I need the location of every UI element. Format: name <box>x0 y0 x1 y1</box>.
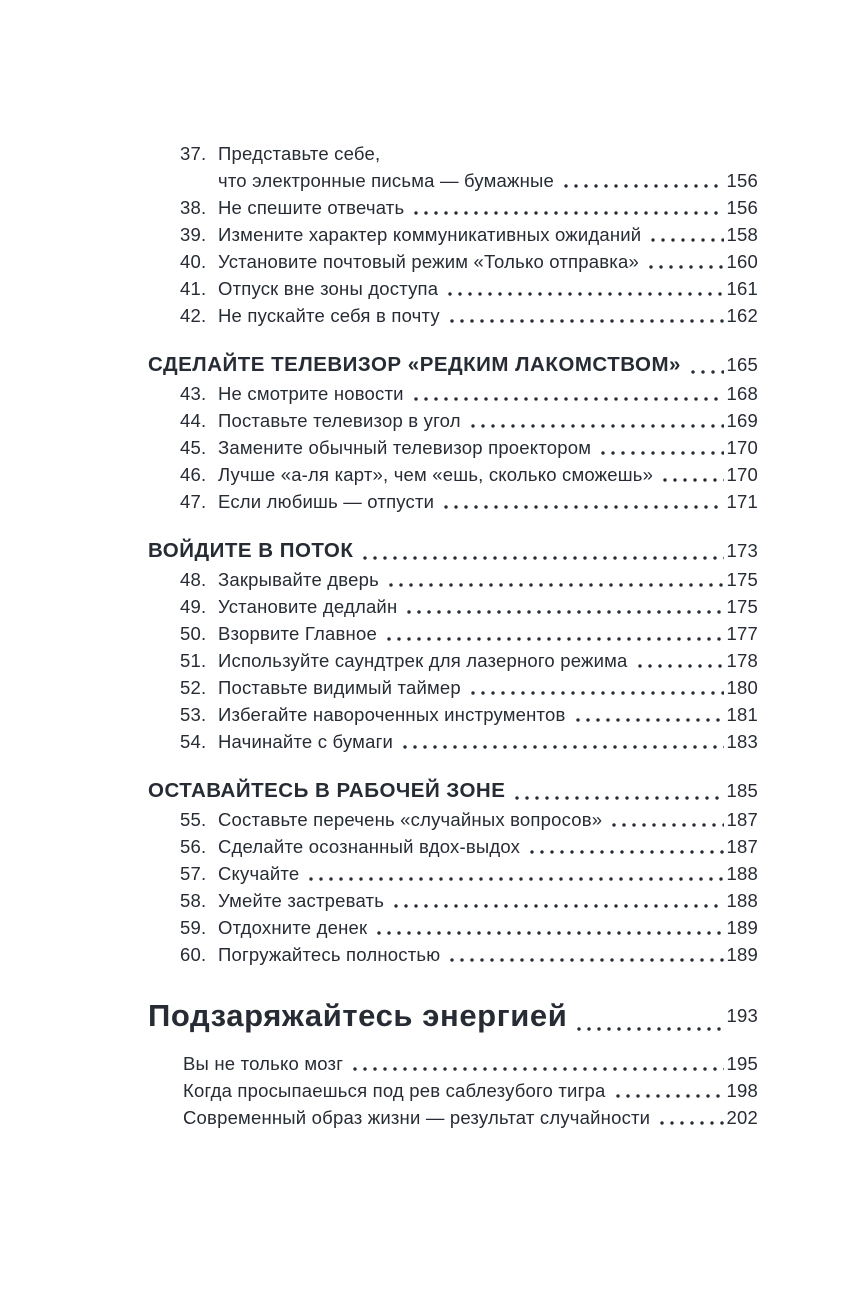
entry-number: 43. <box>180 383 207 404</box>
toc-entry-row <box>148 914 758 941</box>
toc-entry-row <box>148 647 758 674</box>
toc-entry-row <box>148 461 758 488</box>
entry-title: Если любишь — отпусти <box>218 491 435 512</box>
page-number: 158 <box>726 224 758 245</box>
dot-leader <box>372 914 723 941</box>
page-number: 185 <box>726 780 758 801</box>
entry-number: 37. <box>180 143 207 164</box>
toc-entry-row <box>148 275 758 302</box>
entry-title: Представьте себе, <box>218 143 381 164</box>
entry-title: Установите дедлайн <box>218 596 398 617</box>
entry-number: 47. <box>180 491 207 512</box>
toc-entry-row <box>148 434 758 461</box>
page-number: 162 <box>726 305 758 326</box>
dot-leader <box>525 833 723 860</box>
toc-entry-row <box>148 674 758 701</box>
toc-entry-row <box>148 302 758 329</box>
page-number: 187 <box>726 836 758 857</box>
toc-entry-row <box>148 407 758 434</box>
dot-leader <box>348 1050 723 1077</box>
dot-leader <box>571 701 724 728</box>
page-number: 188 <box>726 890 758 911</box>
entry-title: Измените характер коммуникативных ожиданий <box>218 224 642 245</box>
page-number: 156 <box>726 197 758 218</box>
toc-entry-row <box>148 566 758 593</box>
dot-leader <box>389 887 723 914</box>
page-number: 187 <box>726 809 758 830</box>
dot-leader <box>596 434 723 461</box>
entry-title: СДЕЛАЙТЕ ТЕЛЕВИЗОР «РЕДКИМ ЛАКОМСТВОМ» <box>148 353 681 376</box>
entry-number: 58. <box>180 890 207 911</box>
toc-entry-row <box>148 860 758 887</box>
dot-leader <box>611 1077 724 1104</box>
page-number: 170 <box>726 437 758 458</box>
dot-leader <box>304 860 723 887</box>
page-number: 183 <box>726 731 758 752</box>
entry-title: Подзаряжайтесь энергией <box>148 998 568 1033</box>
entry-number: 42. <box>180 305 207 326</box>
dot-leader <box>646 221 723 248</box>
page-number: 195 <box>726 1053 758 1074</box>
entry-number: 49. <box>180 596 207 617</box>
dot-leader <box>686 353 724 380</box>
toc-entry-row <box>148 194 758 221</box>
toc-entry-row <box>148 728 758 755</box>
toc-entry-row <box>148 248 758 275</box>
entry-number: 52. <box>180 677 207 698</box>
dot-leader <box>402 593 723 620</box>
dot-leader <box>607 806 723 833</box>
entry-title: ВОЙДИТЕ В ПОТОК <box>148 539 354 562</box>
toc-entry-row <box>148 620 758 647</box>
page-number: 156 <box>726 170 758 191</box>
entry-title: Лучше «а-ля карт», чем «ешь, сколько сможешь» <box>218 464 654 485</box>
toc-entry-row <box>148 806 758 833</box>
dot-leader <box>409 194 723 221</box>
entry-title: Погружайтесь полностью <box>218 944 441 965</box>
toc-chapter-row <box>148 536 758 566</box>
entry-number: 59. <box>180 917 207 938</box>
toc-entry-row <box>148 1077 758 1104</box>
entry-title: Современный образ жизни — результат случайности <box>183 1107 651 1128</box>
entry-title: Избегайте навороченных инструментов <box>218 704 566 725</box>
entry-title: Начинайте с бумаги <box>218 731 394 752</box>
toc-entry-row <box>148 380 758 407</box>
toc-entry-row <box>148 221 758 248</box>
page-number: 181 <box>726 704 758 725</box>
entry-title: Скучайте <box>218 863 300 884</box>
dot-leader <box>358 539 723 566</box>
entry-title: Не спешите отвечать <box>218 197 405 218</box>
dot-leader <box>644 248 724 275</box>
toc-part-row <box>148 995 758 1037</box>
entry-title: Поставьте видимый таймер <box>218 677 461 698</box>
dot-leader <box>466 407 724 434</box>
dot-leader <box>439 488 723 515</box>
toc-entry-row <box>148 941 758 968</box>
page-number: 169 <box>726 410 758 431</box>
toc-chapter-row <box>148 350 758 380</box>
toc-entry-row <box>148 701 758 728</box>
page-number: 165 <box>726 354 758 375</box>
page-number: 161 <box>726 278 758 299</box>
entry-number: 51. <box>180 650 207 671</box>
entry-number: 53. <box>180 704 207 725</box>
entry-title: Закрывайте дверь <box>218 569 379 590</box>
toc-entry-row <box>148 140 758 167</box>
entry-title: Установите почтовый режим «Только отправка» <box>218 251 639 272</box>
page-number: 168 <box>726 383 758 404</box>
dot-leader <box>398 728 723 755</box>
page-number: 160 <box>726 251 758 272</box>
dot-leader <box>466 674 724 701</box>
page-number: 178 <box>726 650 758 671</box>
entry-number: 46. <box>180 464 207 485</box>
entry-number: 50. <box>180 623 207 644</box>
toc-entry-row <box>148 593 758 620</box>
page-number: 202 <box>726 1107 758 1128</box>
page-number: 188 <box>726 863 758 884</box>
page-number: 193 <box>726 1005 758 1026</box>
entry-number: 41. <box>180 278 207 299</box>
toc-entry-row <box>148 1104 758 1131</box>
entry-number: 55. <box>180 809 207 830</box>
entry-number: 38. <box>180 197 207 218</box>
entry-number: 48. <box>180 569 207 590</box>
entry-number: 60. <box>180 944 207 965</box>
dot-leader <box>409 380 724 407</box>
entry-title: что электронные письма — бумажные <box>218 170 555 191</box>
toc-entry-row <box>148 488 758 515</box>
dot-leader <box>445 302 724 329</box>
dot-leader <box>510 779 723 806</box>
entry-title: Используйте саундтрек для лазерного режима <box>218 650 628 671</box>
dot-leader <box>655 1104 723 1131</box>
entry-title: Не пускайте себя в почту <box>218 305 440 326</box>
page-number: 171 <box>726 491 758 512</box>
entry-number: 44. <box>180 410 207 431</box>
entry-title: Отпуск вне зоны доступа <box>218 278 439 299</box>
page-number: 177 <box>726 623 758 644</box>
entry-title: Взорвите Главное <box>218 623 377 644</box>
entry-number: 45. <box>180 437 207 458</box>
entry-title: Когда просыпаешься под рев саблезубого тигра <box>183 1080 606 1101</box>
entry-title: Сделайте осознанный вдох-выдох <box>218 836 521 857</box>
dot-leader <box>559 167 724 194</box>
entry-number: 56. <box>180 836 207 857</box>
entry-title: Умейте застревать <box>218 890 385 911</box>
toc-entry-continuation-row <box>148 167 758 194</box>
dot-leader <box>658 461 723 488</box>
entry-title: Составьте перечень «случайных вопросов» <box>218 809 603 830</box>
entry-number: 39. <box>180 224 207 245</box>
page-number: 175 <box>726 596 758 617</box>
entry-title: Замените обычный телевизор проектором <box>218 437 592 458</box>
entry-number: 40. <box>180 251 207 272</box>
dot-leader <box>384 566 724 593</box>
dot-leader <box>382 620 724 647</box>
page-number: 173 <box>726 540 758 561</box>
page-number: 198 <box>726 1080 758 1101</box>
toc-chapter-row <box>148 776 758 806</box>
dot-leader <box>445 941 723 968</box>
entry-number: 57. <box>180 863 207 884</box>
entry-title: Не смотрите новости <box>218 383 404 404</box>
toc-entry-row <box>148 1050 758 1077</box>
dot-leader <box>443 275 723 302</box>
dot-leader <box>572 1010 723 1037</box>
page-number: 170 <box>726 464 758 485</box>
entry-title: Отдохните денек <box>218 917 368 938</box>
page-number: 189 <box>726 944 758 965</box>
entry-number: 54. <box>180 731 207 752</box>
entry-title: Вы не только мозг <box>183 1053 344 1074</box>
entry-title: ОСТАВАЙТЕСЬ В РАБОЧЕЙ ЗОНЕ <box>148 779 506 802</box>
dot-leader <box>633 647 724 674</box>
page-number: 180 <box>726 677 758 698</box>
page-number: 175 <box>726 569 758 590</box>
page-number: 189 <box>726 917 758 938</box>
toc-entry-row <box>148 833 758 860</box>
toc-entry-row <box>148 887 758 914</box>
toc-entries <box>148 140 758 1131</box>
entry-title: Поставьте телевизор в угол <box>218 410 461 431</box>
